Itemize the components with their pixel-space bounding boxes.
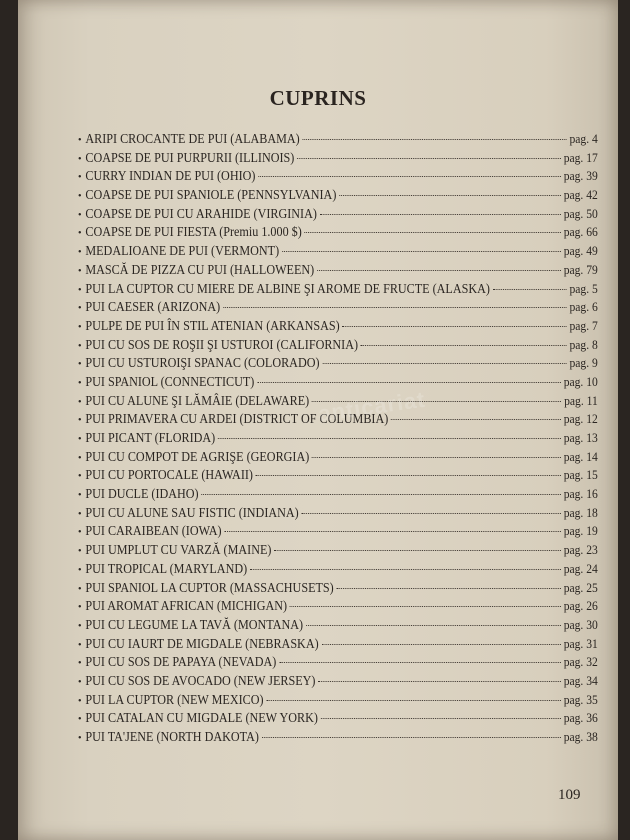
dot-leader bbox=[282, 251, 561, 252]
toc-entry bbox=[78, 522, 598, 541]
bullet-icon: • bbox=[78, 601, 82, 614]
toc-entry bbox=[78, 579, 598, 598]
toc-entry-page: pag. 13 bbox=[563, 431, 598, 445]
toc-entry-page: pag. 17 bbox=[563, 150, 598, 165]
toc-entry-title: PUI CU SOS DE ROŞII ŞI USTUROI (CALIFORNIA) bbox=[85, 336, 359, 352]
bullet-icon: • bbox=[78, 283, 82, 296]
watermark: anticariat bbox=[316, 386, 427, 427]
toc-entry-title: PUI AROMAT AFRICAN (MICHIGAN) bbox=[85, 598, 288, 614]
toc-entry-title: COAPSE DE PUI CU ARAHIDE (VIRGINIA) bbox=[85, 205, 317, 221]
toc-entry-title: COAPSE DE PUI SPANIOLE (PENNSYLVANIA) bbox=[85, 187, 337, 203]
toc-entry bbox=[78, 298, 598, 317]
dot-leader bbox=[320, 214, 561, 215]
dot-leader bbox=[266, 700, 561, 701]
toc-entry bbox=[78, 635, 598, 654]
book-page bbox=[18, 0, 618, 840]
bullet-icon: • bbox=[78, 264, 82, 277]
toc-entry-page: pag. 31 bbox=[563, 636, 598, 651]
toc-entry-title: PUI PRIMAVERA CU ARDEI (DISTRICT OF COLUMBIA) bbox=[85, 411, 389, 427]
dot-leader bbox=[305, 232, 561, 233]
toc-entry bbox=[78, 149, 598, 168]
bullet-icon: • bbox=[78, 582, 82, 595]
dot-leader bbox=[361, 345, 567, 346]
toc-entry-title: PUI CU SOS DE PAPAYA (NEVADA) bbox=[85, 654, 277, 670]
bullet-icon: • bbox=[78, 246, 82, 259]
toc-entry-title: PUI CATALAN CU MIGDALE (NEW YORK) bbox=[85, 710, 318, 726]
toc-entry bbox=[78, 186, 598, 205]
toc-entry-title: PUI CU USTUROIŞI SPANAC (COLORADO) bbox=[85, 355, 320, 371]
toc-entry-page: pag. 14 bbox=[563, 449, 598, 464]
bullet-icon: • bbox=[78, 657, 82, 670]
dot-leader bbox=[224, 531, 561, 532]
toc-entry-page: pag. 42 bbox=[563, 188, 598, 203]
dot-leader bbox=[279, 662, 561, 663]
toc-entry-title: PUI LA CUPTOR (NEW MEXICO) bbox=[85, 691, 264, 707]
toc-entry-page: pag. 10 bbox=[563, 374, 598, 389]
toc-entry bbox=[78, 448, 598, 467]
bullet-icon: • bbox=[78, 134, 82, 146]
toc-entry-page: pag. 24 bbox=[563, 561, 598, 576]
toc-entry-page: pag. 39 bbox=[563, 169, 598, 184]
dot-leader bbox=[321, 644, 561, 645]
toc-entry-page: pag. 5 bbox=[569, 281, 598, 296]
toc-entry bbox=[78, 616, 598, 635]
toc-entry-page: pag. 11 bbox=[564, 393, 598, 408]
toc-entry-page: pag. 25 bbox=[563, 580, 598, 595]
toc-entry bbox=[78, 373, 598, 392]
bullet-icon: • bbox=[78, 358, 82, 371]
toc-entry-title: PUI CARAIBEAN (IOWA) bbox=[85, 523, 222, 539]
toc-entry-title: PUI TA'JENE (NORTH DAKOTA) bbox=[85, 729, 259, 744]
bullet-icon: • bbox=[78, 190, 82, 203]
toc-entry bbox=[78, 597, 598, 616]
dot-leader bbox=[321, 718, 561, 719]
toc-entry-title: PUI CU IAURT DE MIGDALE (NEBRASKA) bbox=[85, 635, 319, 651]
toc-entry-page: pag. 12 bbox=[563, 412, 598, 427]
toc-entry-page: pag. 9 bbox=[569, 356, 598, 371]
toc-entry-title: COAPSE DE PUI FIESTA (Premiu 1.000 $) bbox=[85, 224, 302, 240]
toc-entry-title: PUI CU ALUNE SAU FISTIC (INDIANA) bbox=[85, 504, 299, 520]
toc-entry-title: PUI SPANIOL LA CUPTOR (MASSACHUSETS) bbox=[85, 579, 334, 595]
toc-entry-title: PUI CU LEGUME LA TAVĂ (MONTANA) bbox=[85, 616, 304, 632]
toc-entry bbox=[78, 504, 598, 523]
bullet-icon: • bbox=[78, 675, 82, 688]
toc-entry-page: pag. 19 bbox=[563, 524, 598, 539]
dot-leader bbox=[342, 326, 566, 327]
toc-entry-title: PUI CU PORTOCALE (HAWAII) bbox=[85, 467, 253, 483]
bullet-icon: • bbox=[78, 694, 82, 707]
bullet-icon: • bbox=[78, 489, 82, 502]
dot-leader bbox=[258, 176, 561, 177]
bullet-icon: • bbox=[78, 302, 82, 315]
toc-entry-title: PUI CU SOS DE AVOCADO (NEW JERSEY) bbox=[85, 672, 316, 688]
toc-entry-title: ARIPI CROCANTE DE PUI (ALABAMA) bbox=[85, 131, 300, 146]
toc-entry-title: MASCĂ DE PIZZA CU PUI (HALLOWEEN) bbox=[85, 261, 315, 277]
toc-entry-page: pag. 23 bbox=[563, 543, 598, 558]
toc-entry-title: COAPSE DE PUI PURPURII (ILLINOIS) bbox=[85, 149, 295, 165]
bullet-icon: • bbox=[78, 376, 82, 389]
toc-entry bbox=[78, 336, 598, 355]
bullet-icon: • bbox=[78, 320, 82, 333]
toc-entry-page: pag. 35 bbox=[563, 692, 598, 707]
toc-entry-title: PUI CAESER (ARIZONA) bbox=[85, 299, 221, 315]
toc-entry bbox=[78, 242, 598, 261]
toc-entry bbox=[78, 541, 598, 560]
toc-entry-page: pag. 18 bbox=[563, 505, 598, 520]
dot-leader bbox=[250, 569, 561, 570]
toc-entry-page: pag. 34 bbox=[563, 673, 598, 688]
dot-leader bbox=[262, 737, 561, 738]
dot-leader bbox=[301, 513, 560, 514]
dot-leader bbox=[218, 438, 561, 439]
dot-leader bbox=[297, 158, 561, 159]
bullet-icon: • bbox=[78, 545, 82, 558]
bullet-icon: • bbox=[78, 470, 82, 483]
dot-leader bbox=[391, 419, 561, 420]
toc-entry bbox=[78, 280, 598, 299]
toc-entry bbox=[78, 130, 598, 149]
bullet-icon: • bbox=[78, 563, 82, 576]
toc-entry-page: pag. 15 bbox=[563, 468, 598, 483]
toc-entry-page: pag. 32 bbox=[563, 655, 598, 670]
toc-entry-title: PUI DUCLE (IDAHO) bbox=[85, 486, 199, 502]
toc-entry bbox=[78, 728, 598, 747]
toc-entry-title: PUI PICANT (FLORIDA) bbox=[85, 430, 216, 445]
dot-leader bbox=[336, 588, 560, 589]
bullet-icon: • bbox=[78, 208, 82, 221]
toc-entry bbox=[78, 691, 598, 710]
toc-entry bbox=[78, 429, 598, 448]
toc-entry-page: pag. 4 bbox=[569, 132, 598, 146]
toc-entry-title: PUI CU COMPOT DE AGRIŞE (GEORGIA) bbox=[85, 448, 310, 464]
dot-leader bbox=[274, 550, 561, 551]
dot-leader bbox=[318, 681, 561, 682]
toc-entry-title: PULPE DE PUI ÎN STIL ATENIAN (ARKANSAS) bbox=[85, 317, 340, 333]
bullet-icon: • bbox=[78, 171, 82, 184]
toc-entry bbox=[78, 205, 598, 224]
page-title: CUPRINS bbox=[269, 86, 367, 110]
dot-leader bbox=[339, 195, 561, 196]
toc-entry bbox=[78, 317, 598, 336]
toc-entry bbox=[78, 354, 598, 373]
toc-entry bbox=[78, 672, 598, 691]
toc-entry-page: pag. 66 bbox=[563, 225, 598, 240]
toc-entry-page: pag. 7 bbox=[569, 318, 598, 333]
bullet-icon: • bbox=[78, 507, 82, 520]
bullet-icon: • bbox=[78, 526, 82, 539]
dot-leader bbox=[302, 139, 566, 140]
toc-entry bbox=[78, 223, 598, 242]
toc-entry bbox=[78, 560, 598, 579]
dot-leader bbox=[306, 625, 561, 626]
toc-entry bbox=[78, 261, 598, 280]
toc-entry-title: PUI LA CUPTOR CU MIERE DE ALBINE ŞI AROME DE FRUCTE (ALASKA) bbox=[85, 280, 490, 296]
toc-entry-page: pag. 8 bbox=[569, 337, 598, 352]
bullet-icon: • bbox=[78, 451, 82, 464]
bullet-icon: • bbox=[78, 433, 82, 445]
toc-entry-page: pag. 50 bbox=[563, 206, 598, 221]
bullet-icon: • bbox=[78, 414, 82, 427]
dot-leader bbox=[290, 606, 561, 607]
dot-leader bbox=[317, 270, 561, 271]
dot-leader bbox=[257, 382, 561, 383]
toc-entry bbox=[78, 466, 598, 485]
toc-entry-page: pag. 49 bbox=[563, 244, 598, 259]
toc-entry-page: pag. 79 bbox=[563, 262, 598, 277]
table-of-contents bbox=[78, 130, 598, 747]
bullet-icon: • bbox=[78, 638, 82, 651]
bullet-icon: • bbox=[78, 227, 82, 240]
toc-entry-title: PUI SPANIOL (CONNECTICUT) bbox=[85, 373, 255, 389]
toc-entry-page: pag. 16 bbox=[563, 487, 598, 502]
toc-entry-title: PUI TROPICAL (MARYLAND) bbox=[85, 560, 248, 576]
dot-leader bbox=[223, 307, 567, 308]
bullet-icon: • bbox=[78, 152, 82, 165]
dot-leader bbox=[322, 363, 566, 364]
page-number: 109 bbox=[558, 787, 581, 803]
toc-entry bbox=[78, 709, 598, 728]
toc-entry bbox=[78, 167, 598, 186]
toc-entry-title: CURRY INDIAN DE PUI (OHIO) bbox=[85, 168, 256, 184]
toc-entry-page: pag. 38 bbox=[563, 730, 598, 744]
dot-leader bbox=[201, 494, 561, 495]
bullet-icon: • bbox=[78, 713, 82, 726]
toc-entry-page: pag. 26 bbox=[563, 599, 598, 614]
dot-leader bbox=[493, 289, 567, 290]
toc-entry-page: pag. 36 bbox=[563, 711, 598, 726]
toc-entry-page: pag. 6 bbox=[569, 300, 598, 315]
dot-leader bbox=[256, 475, 561, 476]
toc-entry bbox=[78, 653, 598, 672]
dot-leader bbox=[312, 457, 561, 458]
toc-entry-title: PUI UMPLUT CU VARZĂ (MAINE) bbox=[85, 542, 272, 558]
bullet-icon: • bbox=[78, 339, 82, 352]
bullet-icon: • bbox=[78, 732, 82, 744]
bullet-icon: • bbox=[78, 619, 82, 632]
toc-entry-title: MEDALIOANE DE PUI (VERMONT) bbox=[85, 243, 280, 259]
toc-entry bbox=[78, 485, 598, 504]
toc-entry-page: pag. 30 bbox=[563, 617, 598, 632]
bullet-icon: • bbox=[78, 395, 82, 408]
toc-entry-title: PUI CU ALUNE ŞI LĂMÂIE (DELAWARE) bbox=[85, 392, 310, 408]
